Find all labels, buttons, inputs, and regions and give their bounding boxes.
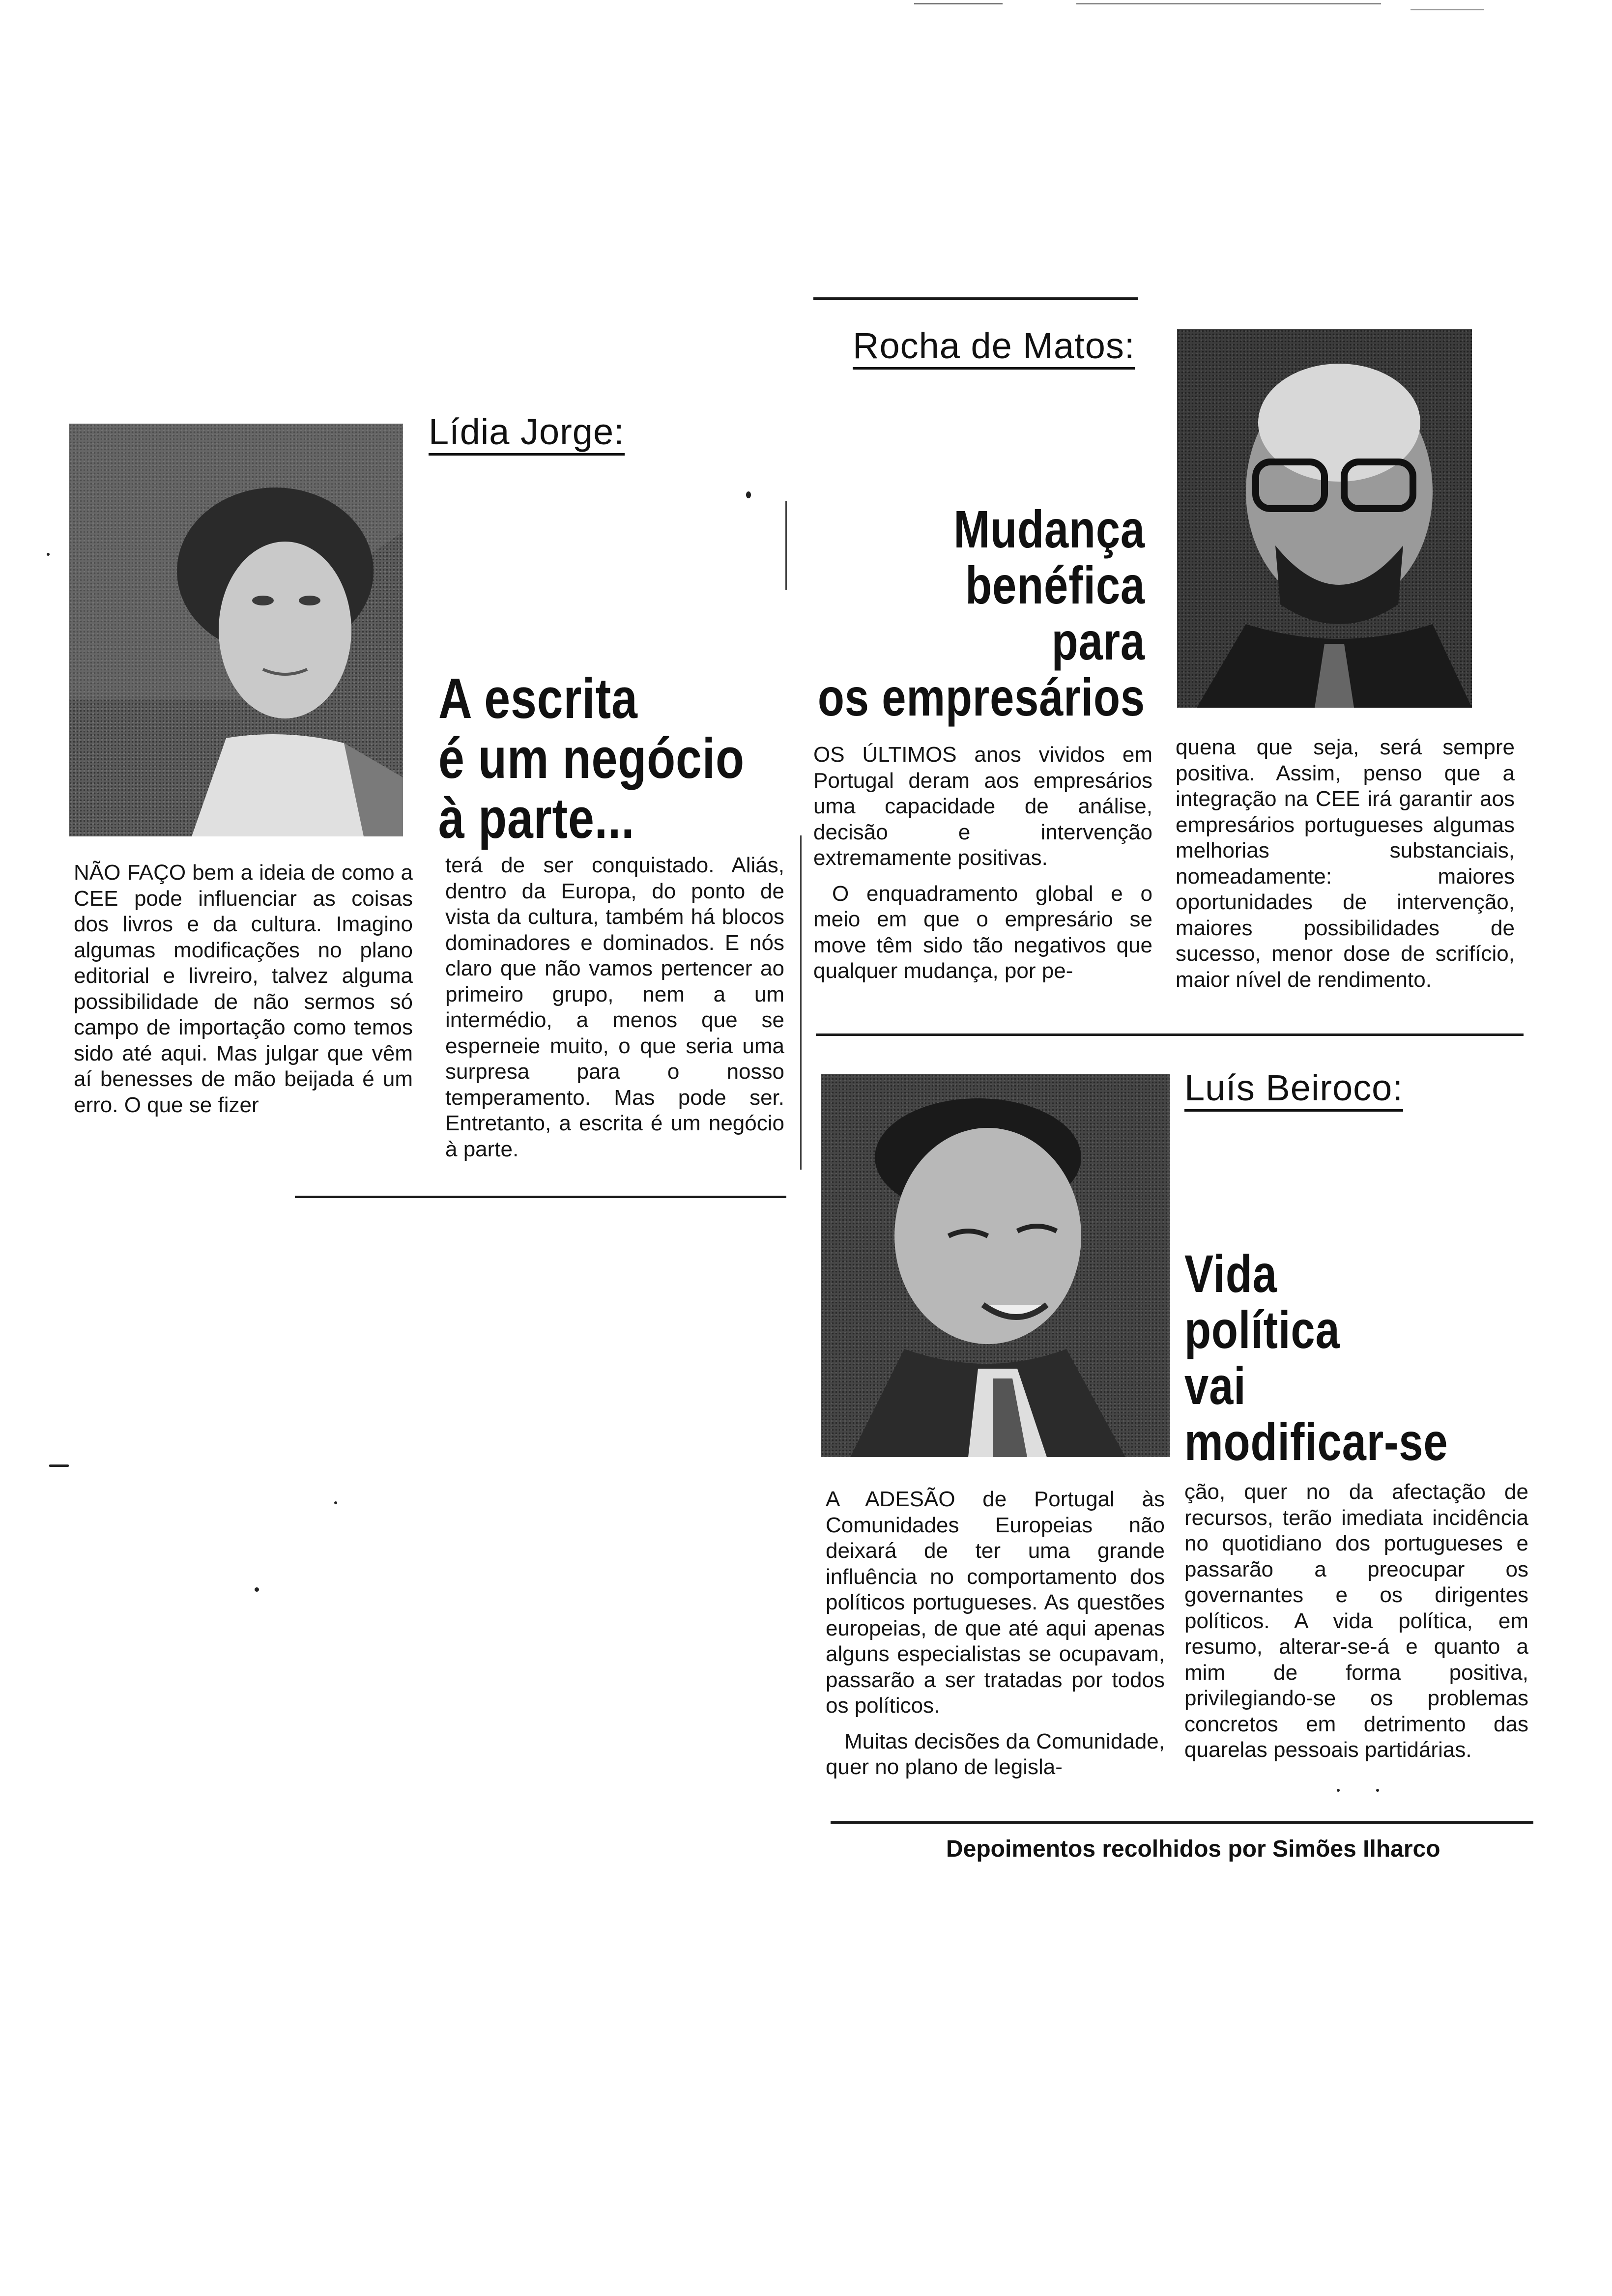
headline-line: benéfica bbox=[965, 555, 1145, 615]
article-lidia-col1 bbox=[74, 860, 413, 1118]
headline-line: modificar-se bbox=[1184, 1412, 1448, 1471]
headline-line: Vida bbox=[1184, 1244, 1277, 1303]
column-rule-vertical bbox=[800, 835, 802, 1170]
portrait-photo-luis-beiroco bbox=[821, 1074, 1170, 1457]
scan-speck bbox=[255, 1587, 259, 1592]
headline-mudanca-benefica bbox=[795, 501, 1145, 725]
paragraph: OS ÚLTIMOS anos vividos em Portugal deram aos empresários uma capacidade de análise, decisão e intervenção extremamente positivas. bbox=[813, 743, 1152, 870]
scan-speck bbox=[1376, 1789, 1379, 1792]
headline-line: Mudança bbox=[953, 499, 1145, 559]
scan-mark bbox=[914, 3, 1003, 4]
headline-line: é um negócio bbox=[438, 726, 745, 790]
headline-line: os empresários bbox=[817, 667, 1145, 727]
paragraph: quena que seja, será sempre positiva. Assim, penso que a integração na CEE irá garantir aos empresários portugueses algumas melhorias substanciais, nomeadamente: maiores oportunidades de intervenção, maiores possibilidades de sucesso, menor dose de scrifício, maior nível de rendimento. bbox=[1176, 735, 1515, 992]
byline-luis-beiroco: Luís Beiroco: bbox=[1184, 1069, 1403, 1112]
divider-rocha-bottom bbox=[816, 1033, 1524, 1036]
article-luis-col2 bbox=[1184, 1479, 1528, 1763]
paragraph: A ADESÃO de Portugal às Comunidades Europeias não deixará de ter uma grande influência no comportamento dos políticos portugueses. As questões europeias, de que até aqui apenas alguns especialistas se ocupavam, passarão a ser tratadas por todos os políticos. bbox=[826, 1487, 1165, 1718]
scan-speck bbox=[746, 491, 751, 498]
divider-rocha-top bbox=[813, 297, 1138, 300]
portrait-photo-lidia-jorge bbox=[69, 424, 403, 836]
scan-mark bbox=[1410, 9, 1484, 10]
headline-line: vai bbox=[1184, 1356, 1246, 1415]
scan-speck bbox=[49, 1464, 69, 1467]
article-luis-col1 bbox=[826, 1487, 1165, 1780]
paragraph: NÃO FAÇO bem a ideia de como a CEE pode influenciar as coisas dos livros e da cultura. Imagino algumas modificações no plano editorial e livreiro, talvez alguma possibilidade de não sermos só campo de importação como temos sido até aqui. Mas julgar que vêm aí benesses de mão beijada é um erro. O que se fizer bbox=[74, 861, 413, 1117]
scan-speck bbox=[47, 553, 50, 556]
byline-rocha-de-matos: Rocha de Matos: bbox=[853, 327, 1135, 370]
article-rocha-col1 bbox=[813, 742, 1152, 984]
divider-credit bbox=[831, 1821, 1533, 1824]
divider-lidia-bottom bbox=[295, 1196, 786, 1198]
byline-lidia-jorge: Lídia Jorge: bbox=[429, 413, 625, 456]
paragraph: ção, quer no da afectação de recursos, terão imediata incidência no quotidiano dos portugueses e passarão a preocupar os governantes e os dirigentes políticos. A vida política, em resumo, alterar-se-á e quanto a mim de forma positiva, privilegiando-se os problemas concretos em detrimento das quarelas pessoais partidárias. bbox=[1184, 1480, 1528, 1762]
headline-line: A escrita bbox=[438, 666, 638, 730]
paragraph: Muitas decisões da Comunidade, quer no plano de legisla- bbox=[826, 1729, 1165, 1779]
scan-speck bbox=[1337, 1789, 1340, 1792]
portrait-photo-rocha-de-matos bbox=[1177, 329, 1472, 708]
article-rocha-col2 bbox=[1176, 735, 1515, 993]
scan-mark bbox=[1076, 3, 1381, 4]
headline-vida-politica bbox=[1184, 1246, 1448, 1470]
headline-line: política bbox=[1184, 1300, 1340, 1359]
credit-line: Depoimentos recolhidos por Simões Ilharco bbox=[946, 1836, 1440, 1862]
scan-speck bbox=[334, 1501, 337, 1504]
column-rule-vertical bbox=[785, 501, 787, 590]
headline-a-escrita bbox=[438, 668, 745, 848]
headline-line: à parte... bbox=[438, 786, 635, 850]
article-lidia-col2 bbox=[445, 853, 784, 1162]
paragraph: terá de ser conquistado. Aliás, dentro da Europa, do ponto de vista da cultura, também há blocos dominadores e dominados. E nós claro que não vamos pertencer ao primeiro grupo, nem a um intermédio, a menos que se esperneie muito, o que seria uma surpresa para o nosso temperamento. Mas pode ser. Entretanto, a escrita é um negócio à parte. bbox=[445, 853, 784, 1161]
headline-line: para bbox=[1051, 611, 1145, 671]
paragraph: O enquadramento global e o meio em que o empresário se move têm sido tão negativos que qualquer mudança, por pe- bbox=[813, 881, 1152, 983]
